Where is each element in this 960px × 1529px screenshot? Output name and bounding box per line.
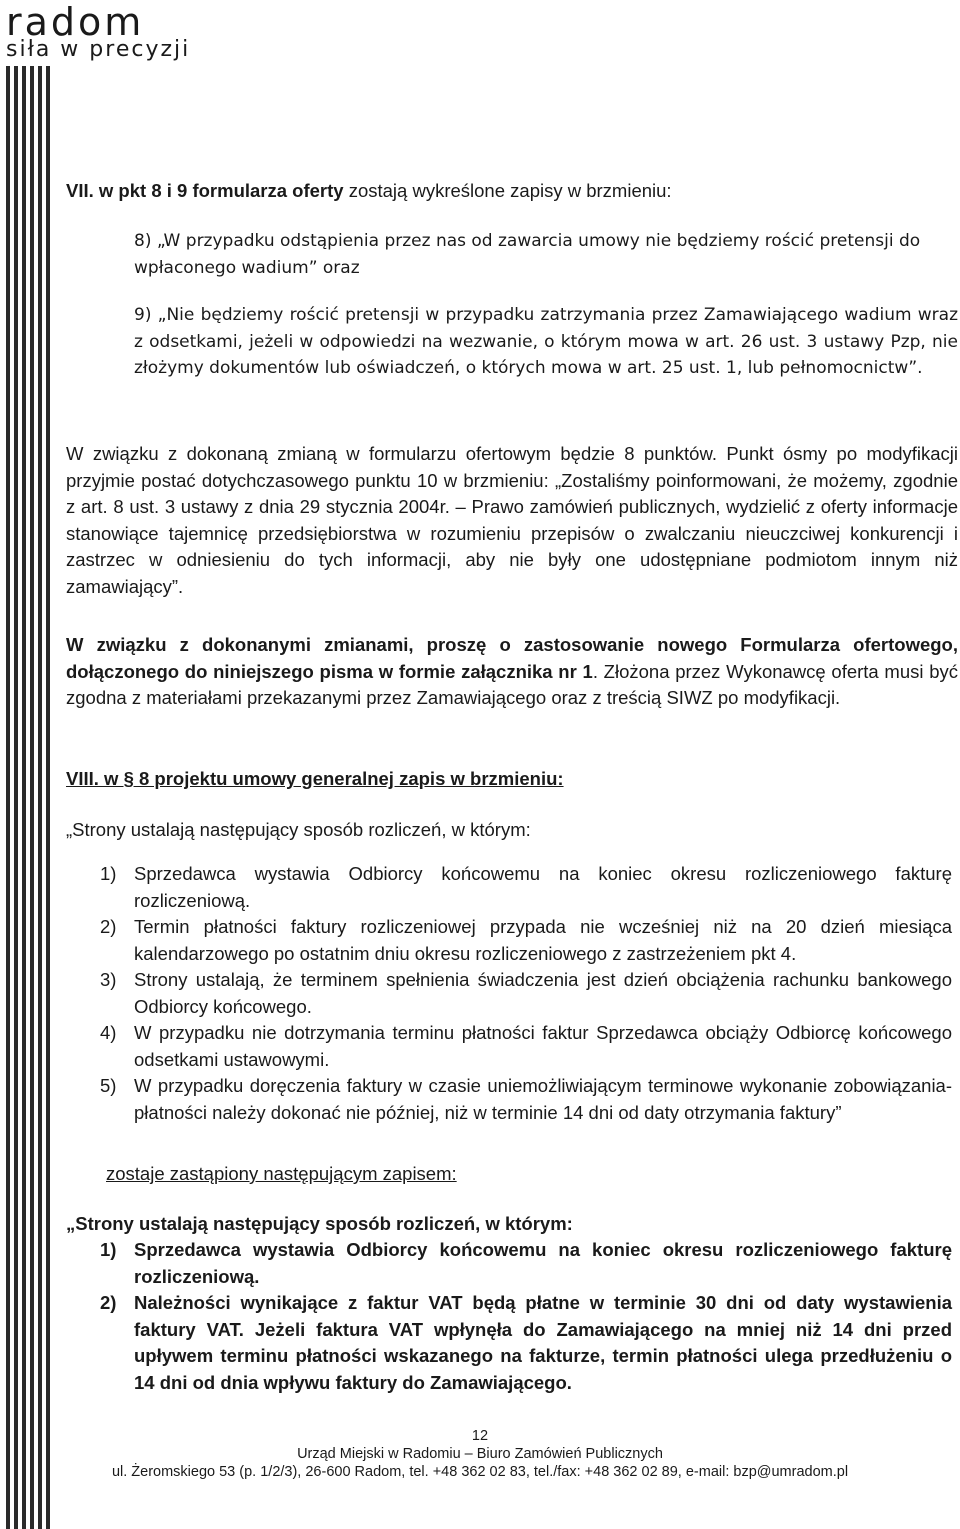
new-form-notice-rest: . Złożona przez Wykonawcę oferta musi być zgodna z materiałami przekazanymi przez Zamawiającego oraz z treścią SIWZ po modyfikacji. [66, 660, 958, 708]
old-clause-item [100, 914, 952, 967]
old-clause-intro: „Strony ustalają następujący sposób rozliczeń, w którym: [66, 819, 531, 840]
new-clause-item-text: Należności wynikające z faktur VAT będą płatne w terminie 30 dni od daty wystawienia faktury VAT. Jeżeli faktura VAT wpłynęła do Zamawiającego na mniej niż 14 dni przed upływem terminu płatności wskazanego na fakturze, termin płatności ulega przedłużeniu o 14 dni od dnia wpływu faktury do Zamawiającego. [134, 1292, 952, 1393]
replacement-label [106, 1161, 958, 1188]
page-number: 12 [471, 1428, 489, 1444]
old-clause-item-text: Termin płatności faktury rozliczeniowej przypada nie wcześniej niż na 20 dzień miesiąca kalendarzowego po ostatnim dniu okresu rozliczeniowego z zastrzeżeniem pkt 4. [134, 916, 952, 964]
replacement-label-text: zostaje zastąpiony następującym zapisem: [106, 1163, 457, 1184]
old-clause-item-number: 2) [100, 916, 117, 937]
decorative-side-bars [0, 66, 54, 1529]
old-clause-list [100, 861, 952, 1126]
new-clause-item-number: 1) [100, 1239, 117, 1260]
new-clause-item-number: 2) [100, 1292, 117, 1313]
old-point-9: 9) „Nie będziemy rościć pretensji w przypadku zatrzymania przez Zamawiającego wadium wraz z odsetkami, jeżeli w odpowiedzi na wezwanie, o którym mowa w art. 26 ust. 3 ustawy Pzp, nie złożymy dokumentów lub oświadczeń, o których mowa w art. 25 ust. 1, lub pełnomocnictw”. [134, 305, 958, 378]
old-clause-item [100, 967, 952, 1020]
new-clause-list [100, 1237, 952, 1396]
new-form-notice [66, 632, 958, 712]
section-7-heading-rest: zostają wykreślone zapisy w brzmieniu: [343, 180, 672, 201]
section-7-heading-bold: VII. w pkt 8 i 9 formularza oferty [66, 180, 344, 201]
section-8-heading [66, 766, 958, 793]
new-clause-item-text: Sprzedawca wystawia Odbiorcy końcowemu na koniec okresu rozliczeniowego fakturę rozliczeniową. [134, 1239, 952, 1287]
old-clause-item-number: 1) [100, 863, 117, 884]
change-paragraph: W związku z dokonaną zmianą w formularzu ofertowym będzie 8 punktów. Punkt ósmy po modyfikacji przyjmie postać dotychczasowego punktu 10 w brzmieniu: „Zostaliśmy poinformowani, że możemy, zgodnie z art. 8 ust. 3 ustawy z dnia 29 stycznia 2004r. – Prawo zamówień publicznych, wydzielić z oferty informacje stanowiące tajemnicę przedsiębiorstwa w rozumieniu przepisów o zwalczaniu nieuczciwej konkurencji i zastrzec w odniesieniu do tych informacji, aby nie były one udostępniane podmiotom innym niż zamawiający”. [66, 443, 958, 597]
old-clause-item [100, 1020, 952, 1073]
logo-wordmark: radom [6, 0, 145, 44]
new-clause-item [100, 1237, 952, 1290]
old-clause-item [100, 1073, 952, 1126]
old-clause-item-text: W przypadku doręczenia faktury w czasie uniemożliwiającym terminowe wykonanie zobowiązania- płatności należy dokonać nie później, niż w terminie 14 dni od daty otrzymania faktury” [134, 1075, 952, 1123]
old-point-8: 8) „W przypadku odstąpienia przez nas od zawarcia umowy nie będziemy rościć pretensji do wpłaconego wadium” oraz [134, 231, 921, 278]
logo-tagline: siła w precyzji [6, 37, 191, 62]
old-clause-item [100, 861, 952, 914]
new-clause-intro: „Strony ustalają następujący sposób rozliczeń, w którym: [66, 1213, 573, 1234]
old-clause-item-number: 5) [100, 1075, 117, 1096]
old-clause-item-number: 4) [100, 1022, 117, 1043]
section-8-heading-text: VIII. w § 8 projektu umowy generalnej zapis w brzmieniu: [66, 768, 564, 789]
old-clause-item-text: Strony ustalają, że terminem spełnienia świadczenia jest dzień obciążenia rachunku bankowego Odbiorcy końcowego. [134, 969, 952, 1017]
radom-logo [4, 2, 204, 68]
old-clause-item-text: Sprzedawca wystawia Odbiorcy końcowemu na koniec okresu rozliczeniowego fakturę rozliczeniową. [134, 863, 952, 911]
new-form-notice-bold: W związku z dokonanymi zmianami, proszę o zastosowanie nowego Formularza ofertowego, dołączonego do niniejszego pisma w formie załącznika nr 1 [66, 634, 958, 682]
new-clause-item [100, 1290, 952, 1396]
footer-office: Urząd Miejski w Radomiu – Biuro Zamówień Publicznych [297, 1446, 663, 1462]
section-7-heading [66, 178, 958, 205]
old-clause-item-text: W przypadku nie dotrzymania terminu płatności faktur Sprzedawca obciąży Odbiorcę końcowego odsetkami ustawowymi. [134, 1022, 952, 1070]
footer-address: ul. Żeromskiego 53 (p. 1/2/3), 26-600 Radom, tel. +48 362 02 83, tel./fax: +48 362 02 89, e-mail: bzp@umradom.pl [111, 1464, 849, 1480]
old-clause-item-number: 3) [100, 969, 117, 990]
